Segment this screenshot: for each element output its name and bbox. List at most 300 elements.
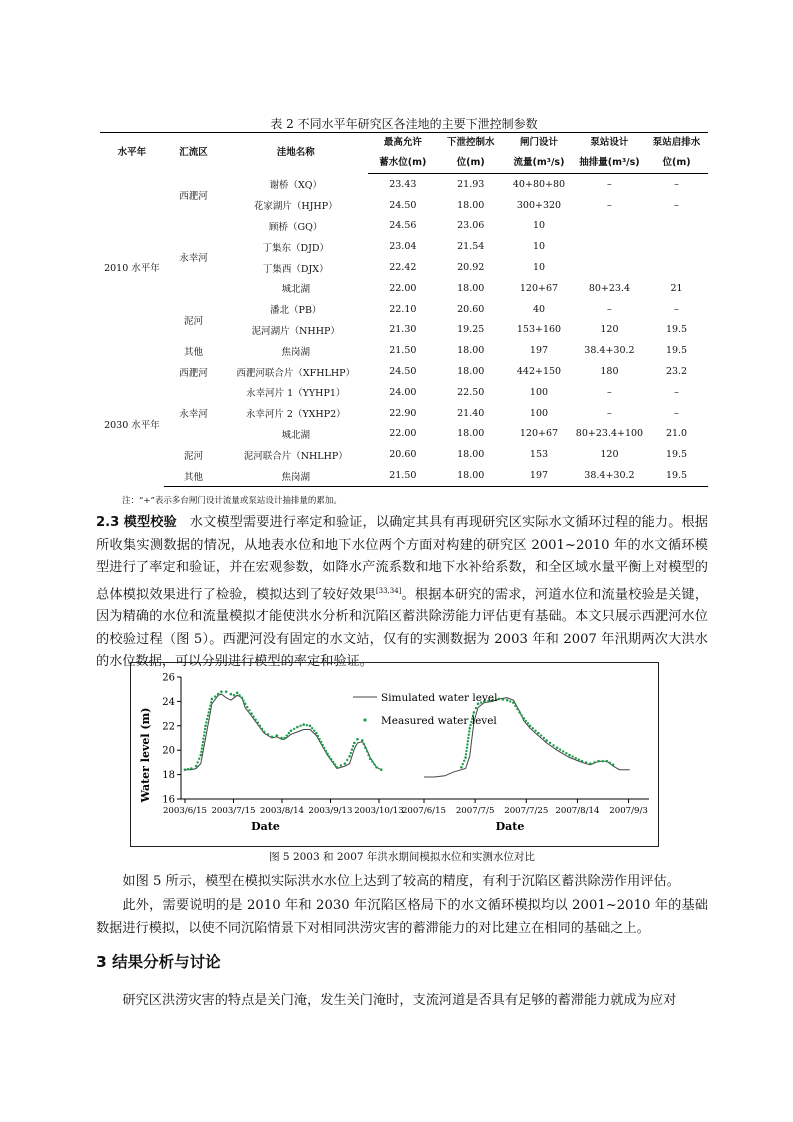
measured-point xyxy=(195,765,198,768)
table-cell: 300+320 xyxy=(516,199,562,211)
table-cell: 22.42 xyxy=(389,262,417,274)
table-cell: 21 xyxy=(670,282,683,294)
table-cell: 18.00 xyxy=(437,465,504,486)
measured-point xyxy=(509,700,511,702)
col-header-max-level: 最高允许 xyxy=(368,133,437,154)
table-cell: 40+80+80 xyxy=(512,178,566,190)
table-cell: 24.50 xyxy=(389,199,417,211)
table-row xyxy=(100,340,708,361)
table-cell: 21.50 xyxy=(389,345,417,357)
measured-point xyxy=(369,757,372,760)
catchment-cell: 永幸河 xyxy=(179,409,208,421)
col-header-pump-capacity: 泵站设计 xyxy=(574,133,645,154)
x-tick-label: 2007/7/25 xyxy=(504,806,549,816)
measured-point xyxy=(309,725,312,728)
y-tick-label: 18 xyxy=(162,770,175,782)
measured-point xyxy=(184,768,187,771)
measured-point xyxy=(606,760,609,763)
measured-point xyxy=(220,690,223,693)
measured-point xyxy=(516,708,518,710)
measured-point xyxy=(589,762,592,765)
table-cell: 197 xyxy=(529,345,549,357)
measured-point xyxy=(465,750,467,752)
table-cell: 20.60 xyxy=(457,303,485,315)
measured-point xyxy=(203,731,205,733)
x-tick-label: 2003/8/14 xyxy=(259,806,305,816)
measured-point xyxy=(498,698,501,701)
measured-point xyxy=(585,761,587,763)
table-cell: 18.00 xyxy=(457,282,485,294)
measured-point xyxy=(467,737,469,739)
table-cell: 丁集东（DJD） xyxy=(262,242,329,254)
measured-point xyxy=(346,759,348,761)
measured-point xyxy=(211,698,214,701)
table-cell: 顾桥（GQ） xyxy=(269,221,323,233)
measured-point xyxy=(473,711,476,714)
measured-point xyxy=(373,763,375,765)
measured-point xyxy=(328,755,330,757)
table-cell: 19.5 xyxy=(665,449,688,461)
measured-point xyxy=(593,761,595,763)
measured-point xyxy=(559,748,561,750)
measured-point xyxy=(271,735,274,738)
table-cell: 泥河联合片（NHLHP） xyxy=(243,450,348,462)
table-cell: 19.25 xyxy=(457,324,485,336)
measured-point xyxy=(352,745,354,747)
measured-point xyxy=(464,756,467,759)
table-cell: – xyxy=(607,199,612,211)
measured-point xyxy=(575,757,577,759)
measured-point xyxy=(313,729,315,731)
measured-point xyxy=(263,731,266,734)
table-cell: 23.04 xyxy=(389,241,417,253)
table-note: 注：“+”表示多台闸门设计流量或泵站设计抽排量的累加。 xyxy=(122,496,342,506)
table-cell: 21.93 xyxy=(457,178,485,190)
table-cell: 120 xyxy=(600,324,619,336)
measured-point xyxy=(475,707,477,709)
measured-point xyxy=(209,704,211,706)
measured-point xyxy=(467,740,469,742)
measured-point xyxy=(380,768,383,771)
y-tick-label: 16 xyxy=(162,794,175,806)
x-axis-label: Date xyxy=(495,820,525,833)
measured-point xyxy=(549,742,551,744)
measured-point xyxy=(242,700,244,702)
x-tick-label: 2007/7/5 xyxy=(455,806,495,816)
table-cell: 24.50 xyxy=(389,366,417,378)
measured-point xyxy=(565,752,567,754)
table-cell: 153+160 xyxy=(516,324,562,336)
table-cell: 24.00 xyxy=(389,386,417,398)
measured-point xyxy=(353,742,356,745)
measured-point xyxy=(230,693,233,696)
table-row xyxy=(100,444,708,465)
parameter-table xyxy=(100,132,708,487)
catchment-cell: 泥河 xyxy=(183,450,203,462)
measured-point xyxy=(203,734,205,736)
section-2-3 xyxy=(96,512,708,674)
measured-point xyxy=(465,753,467,755)
table-cell: 泥河湖片（NHHP） xyxy=(251,325,340,337)
measured-point xyxy=(217,693,220,696)
measured-point xyxy=(225,690,228,693)
table-cell: 23.2 xyxy=(665,366,688,378)
measured-point xyxy=(545,739,548,742)
measured-point xyxy=(340,764,342,766)
table-cell: – xyxy=(674,386,679,398)
y-axis-title xyxy=(139,708,152,804)
table-cell: 19.5 xyxy=(665,324,688,336)
table-row xyxy=(100,361,708,382)
measured-point xyxy=(578,758,580,760)
table-row xyxy=(100,216,708,237)
paragraph: 此外，需要说明的是 2010 年和 2030 年沉陷区格局下的水文循环模拟均以 2001~2010 年的基础数据进行模拟，以使不同沉陷情景下对相同洪涝灾害的蓄滞能力的对比建立在相同的基础之上。 xyxy=(96,897,708,936)
measured-point xyxy=(602,760,604,762)
measured-point xyxy=(462,763,464,765)
table-cell: 100 xyxy=(529,407,549,419)
measured-point xyxy=(267,733,269,735)
table-cell: 100 xyxy=(529,386,549,398)
paragraph: 如图 5 所示，模型在模拟实际洪水水位上达到了较高的精度，有利于沉陷区蓄洪除涝作用评估。 xyxy=(122,874,680,889)
table-cell: 潘北（PB） xyxy=(270,305,322,317)
measured-point xyxy=(204,728,206,730)
measured-point xyxy=(525,720,527,722)
measured-point xyxy=(552,744,554,746)
measured-point xyxy=(562,750,564,752)
measured-point xyxy=(330,758,332,760)
measured-point xyxy=(302,723,305,726)
col-header-control-level-unit: 位(m) xyxy=(437,153,504,174)
table-cell: 城北湖 xyxy=(281,284,310,296)
measured-point xyxy=(246,706,248,708)
x-tick-label: 2003/7/15 xyxy=(211,806,256,816)
section-3-heading: 3 结果分析与讨论 xyxy=(96,953,221,971)
measured-point xyxy=(356,738,359,741)
table-cell xyxy=(645,236,708,257)
measured-point xyxy=(375,766,378,769)
table-row xyxy=(100,174,708,195)
measured-point xyxy=(556,746,559,749)
measured-point xyxy=(609,762,611,764)
measured-point xyxy=(348,755,351,758)
measured-point xyxy=(283,737,286,740)
measured-point xyxy=(325,750,327,752)
measured-point xyxy=(241,696,244,699)
measured-point xyxy=(236,692,239,695)
x-tick-label: 2007/6/15 xyxy=(401,806,447,816)
measured-point xyxy=(527,722,529,724)
y-axis-label: Water level (m) xyxy=(139,707,152,803)
measured-point xyxy=(201,744,203,746)
col-header-pump-capacity-unit: 抽排量(m³/s) xyxy=(574,153,645,174)
measured-point xyxy=(318,738,320,740)
measured-point xyxy=(299,725,301,727)
section-text: 水文模型需要进行率定和验证，以确定其具有再现研究区实际水文循环过程的能力。根据所收集实测数据的情况，从地表水位和地下水位两个方面对构建的研究区 2001~2010 年的水文循环模型进行了率定和验证，并在宏观参数，如降水产流系数和地下水补给系数，和全区域水量平衡上对模型的总体模拟效果进行了检验，模拟达到了较好效果 xyxy=(96,515,708,602)
measured-point xyxy=(201,747,203,749)
measured-point xyxy=(202,741,204,743)
measured-point xyxy=(317,735,319,737)
simulated-series-line xyxy=(424,698,630,777)
y-tick-label: 26 xyxy=(162,672,175,684)
table-row xyxy=(100,465,708,486)
table-cell: 18.00 xyxy=(457,428,485,440)
table-cell: 10 xyxy=(532,262,546,274)
table-cell: 21.30 xyxy=(389,324,417,336)
table-row xyxy=(100,382,708,403)
measured-point xyxy=(238,694,240,696)
col-header-year: 水平年 xyxy=(100,133,164,174)
catchment-cell: 其他 xyxy=(164,465,223,486)
measured-point xyxy=(286,734,288,736)
measured-point xyxy=(466,747,468,749)
measured-point xyxy=(468,727,471,730)
table-cell: 22.10 xyxy=(389,303,417,315)
table-cell xyxy=(645,216,708,237)
measured-point xyxy=(514,705,516,707)
table-cell: 80+23.4+100 xyxy=(575,428,644,440)
measured-point xyxy=(315,732,318,735)
table-cell: 21.50 xyxy=(368,465,437,486)
measured-point xyxy=(336,766,339,769)
table-cell: 120+67 xyxy=(519,428,559,440)
catchment-cell: 其他 xyxy=(183,346,203,358)
table-cell: 18.00 xyxy=(457,449,485,461)
table-cell: 23.43 xyxy=(389,178,417,190)
measured-point xyxy=(371,760,373,762)
table-cell: – xyxy=(607,386,612,398)
measured-point xyxy=(250,712,253,715)
y-tick-label: 20 xyxy=(162,745,175,757)
table-cell: 花家湖片（HJHP） xyxy=(253,201,338,213)
table-cell: – xyxy=(674,178,679,190)
measured-point xyxy=(460,766,463,769)
table-cell: 永幸河片 2（YXHP2） xyxy=(245,409,346,421)
measured-point xyxy=(543,737,545,739)
measured-point xyxy=(280,737,283,740)
measured-point xyxy=(210,701,212,703)
table-cell: 120 xyxy=(600,449,619,461)
catchment-cell: 西淝河 xyxy=(179,367,208,379)
col-header-max-level-unit: 蓄水位(m) xyxy=(368,153,437,174)
measured-point xyxy=(200,754,203,757)
col-header-depression: 洼地名称 xyxy=(223,133,368,174)
table-cell: 197 xyxy=(504,465,574,486)
col-header-pump-start-unit: 位(m) xyxy=(645,153,708,174)
measured-point xyxy=(207,715,209,717)
measured-point xyxy=(259,725,261,727)
y-tick-label: 22 xyxy=(162,721,175,733)
measured-point xyxy=(361,739,364,742)
measured-point xyxy=(537,732,540,735)
table-cell: 10 xyxy=(532,241,546,253)
table-cell: – xyxy=(674,199,679,211)
measured-point xyxy=(321,744,323,746)
table-cell xyxy=(574,216,645,237)
col-header-pump-start: 泵站启排水 xyxy=(645,133,708,154)
measured-point xyxy=(334,763,336,765)
table-cell: 21.54 xyxy=(457,241,485,253)
measured-point xyxy=(363,743,365,745)
water-level-chart xyxy=(131,663,658,846)
measured-point xyxy=(275,734,278,737)
table-cell: 180 xyxy=(600,366,619,378)
measured-point xyxy=(581,760,584,763)
measured-point xyxy=(367,754,369,756)
figure-caption: 图 5 2003 和 2007 年洪水期间模拟水位和实测水位对比 xyxy=(269,851,535,863)
table-cell: 焦岗湖 xyxy=(281,346,310,358)
table-cell: 442+150 xyxy=(516,366,562,378)
x-tick-label: 2003/6/15 xyxy=(162,806,208,816)
measured-point xyxy=(205,721,207,723)
catchment-cell: 泥河 xyxy=(183,315,203,327)
x-tick-label: 2003/10/13 xyxy=(354,806,404,816)
measured-point xyxy=(540,734,542,736)
table-cell: 谢桥（XQ） xyxy=(269,180,323,192)
legend-label-measured: Measured water level xyxy=(381,715,497,727)
table-cell: 19.5 xyxy=(665,345,688,357)
table-cell: 20.92 xyxy=(457,262,485,274)
measured-point xyxy=(290,729,293,732)
measured-point xyxy=(288,732,290,734)
measured-series xyxy=(460,698,614,769)
measured-point xyxy=(196,761,198,763)
table-cell: – xyxy=(607,178,612,190)
measured-point xyxy=(522,717,525,720)
measured-point xyxy=(293,728,295,730)
measured-point xyxy=(233,694,236,697)
measured-point xyxy=(323,747,325,749)
simulated-series-line xyxy=(185,694,381,770)
measured-point xyxy=(463,760,465,762)
col-header-control-level: 下泄控制水 xyxy=(437,133,504,154)
panel-1 xyxy=(163,690,404,833)
y-tick-label: 24 xyxy=(162,696,175,708)
measured-point xyxy=(344,762,347,765)
catchment-cell: 西淝河 xyxy=(179,190,208,202)
measured-point xyxy=(254,719,256,721)
figure-5 xyxy=(130,662,659,847)
table-cell: 153 xyxy=(529,449,549,461)
measured-point xyxy=(597,760,600,763)
measured-point xyxy=(350,752,352,754)
measured-point xyxy=(502,698,504,700)
section-number: 2.3 xyxy=(96,515,120,530)
year-cell: 2030 水平年 xyxy=(104,419,160,431)
table-cell: 18.00 xyxy=(457,366,485,378)
table-cell: 永幸河片 1（YYHP1） xyxy=(246,388,346,400)
measured-point xyxy=(261,728,263,730)
measured-point xyxy=(198,758,200,760)
measured-point xyxy=(571,755,573,757)
catchment-cell: 永幸河 xyxy=(179,253,208,265)
measured-point xyxy=(520,714,522,716)
measured-point xyxy=(468,730,470,732)
table-cell: – xyxy=(607,303,612,315)
measured-point xyxy=(187,768,189,770)
measured-point xyxy=(296,726,299,729)
table-cell: 22.00 xyxy=(389,282,417,294)
measured-point xyxy=(200,751,202,753)
table-cell xyxy=(574,257,645,278)
table-cell: 丁集西（DJX） xyxy=(262,263,329,275)
table-cell: 18.00 xyxy=(457,199,485,211)
measured-point xyxy=(306,724,308,726)
measured-point xyxy=(468,734,470,736)
measured-point xyxy=(518,711,521,714)
table-cell: 西淝河联合片（XFHLHP） xyxy=(236,367,356,379)
table-cell: – xyxy=(674,303,679,315)
table-cell: 22.00 xyxy=(389,428,417,440)
measured-point xyxy=(208,708,210,710)
measured-point xyxy=(206,718,208,720)
table-cell: 22.50 xyxy=(457,386,485,398)
x-axis-label: Date xyxy=(251,820,280,833)
table-cell: 23.06 xyxy=(457,220,485,232)
year-cell: 2010 水平年 xyxy=(104,263,160,275)
legend-label-simulated: Simulated water level xyxy=(381,692,498,704)
measured-point xyxy=(202,738,204,740)
table-row xyxy=(100,299,708,320)
measured-point xyxy=(529,725,532,728)
measured-point xyxy=(332,761,334,763)
x-tick-label: 2007/8/14 xyxy=(555,806,600,816)
x-tick-label: 2003/9/13 xyxy=(308,806,353,816)
section-text-cont: 。根据本研究的需求，河道水位和流量校验是关键，因为精确的水位和流量模拟才能使洪水分析和沉陷区蓄洪除涝能力评估更有基础。本文只展示西淝河水位的校验过程（图 5）。西淝河没有固定的水文站，仅有的实测数据为 2003 年和 2007 年汛期两次大洪水的水位数据，可以分别进行模型的率定和验证。 xyxy=(96,586,709,670)
col-header-gate-flow-unit: 流量(m³/s) xyxy=(504,153,574,174)
table-cell: 40 xyxy=(532,303,546,315)
measured-point xyxy=(320,741,322,743)
table-cell: 18.00 xyxy=(457,345,485,357)
measured-point xyxy=(364,746,367,749)
measured-point xyxy=(366,750,368,752)
measured-point xyxy=(568,754,571,757)
table-cell: 38.4+30.2 xyxy=(584,345,635,357)
section-title: 模型校验 xyxy=(123,515,177,530)
table-cell: – xyxy=(674,407,679,419)
measured-point xyxy=(311,727,313,729)
table-cell: 38.4+30.2 xyxy=(574,465,645,486)
table-cell: 24.56 xyxy=(389,220,417,232)
measured-point xyxy=(351,748,353,750)
citation: [33,34] xyxy=(375,586,402,595)
measured-point xyxy=(204,725,207,728)
table-cell: 80+23.4 xyxy=(588,282,631,294)
measured-point xyxy=(244,703,247,706)
measured-point xyxy=(534,729,536,731)
legend xyxy=(353,692,498,727)
chart-panels xyxy=(163,690,648,833)
table-cell: 10 xyxy=(532,220,546,232)
measured-point xyxy=(252,715,254,717)
table-cell: 21.0 xyxy=(665,428,688,440)
col-header-catchment: 汇流区 xyxy=(164,133,223,174)
measured-point xyxy=(532,727,534,729)
measured-point xyxy=(208,711,210,713)
legend-marker-measured xyxy=(363,718,366,721)
table-cell: 120+67 xyxy=(519,282,559,294)
body-paragraphs xyxy=(96,870,708,941)
table-cell: 19.5 xyxy=(645,465,708,486)
x-tick-label: 2007/9/3 xyxy=(609,806,648,816)
col-header-gate-flow: 闸门设计 xyxy=(504,133,574,154)
table-cell: 城北湖 xyxy=(281,429,310,441)
measured-point xyxy=(190,767,193,770)
measured-point xyxy=(248,709,250,711)
table-cell: 20.60 xyxy=(389,449,417,461)
measured-point xyxy=(326,753,329,756)
table-cell xyxy=(574,236,645,257)
measured-point xyxy=(506,699,509,702)
